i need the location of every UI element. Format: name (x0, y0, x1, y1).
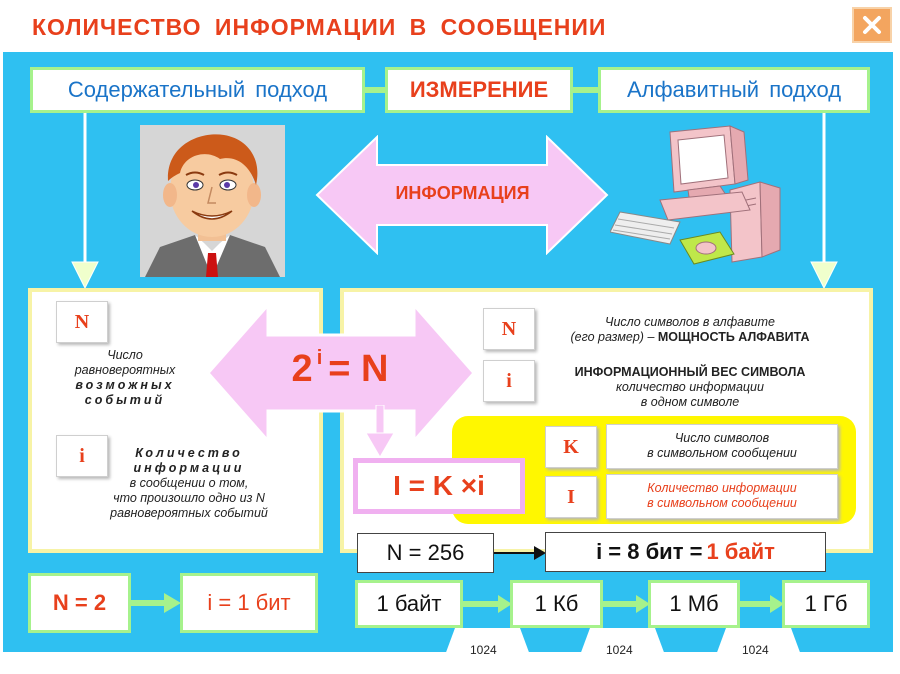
n2-box: N = 2 (28, 573, 131, 633)
content-approach-label: Содержательный подход (67, 77, 328, 102)
measurement-label: ИЗМЕРЕНИЕ (409, 77, 549, 102)
n-description-right: Число символов в алфавите (его размер) – МОЩНОСТЬ АЛФАВИТА (570, 315, 810, 344)
n-description-left: Число равновероятных возможных событий (74, 348, 176, 407)
formula-main: 2 $^i$ = N (291, 347, 389, 390)
information-label: ИНФОРМАЦИЯ (395, 183, 530, 203)
i8-box: i = 8 бит = 1 байт (545, 532, 826, 572)
formula-ikl: I = K ×i (353, 458, 525, 514)
symbol-k: K (545, 426, 597, 468)
k-description-box: Число символов в символьном сообщении (606, 424, 838, 469)
i-description-left: Количество информации в сообщении о том, что произошло одно из N равновероятных событий (110, 446, 268, 520)
symbol-I: I (545, 476, 597, 518)
I-description-box: Количество информации в символьном сообщении (606, 474, 838, 519)
alphabet-approach-label: Алфавитный подход (626, 77, 842, 102)
unit-mb: 1 Мб (648, 580, 740, 628)
symbol-n-right: N (483, 308, 535, 350)
i1-box: i = 1 бит (180, 573, 318, 633)
symbol-n-left: N (56, 301, 108, 343)
unit-gb: 1 Гб (782, 580, 870, 628)
unit-kb: 1 Кб (510, 580, 603, 628)
symbol-i-right: i (483, 360, 535, 402)
i-description-right: ИНФОРМАЦИОННЫЙ ВЕС СИМВОЛА количество информации в одном символе (574, 365, 806, 409)
symbol-i-left: i (56, 435, 108, 477)
n256-box: N = 256 (357, 533, 494, 573)
unit-byte: 1 байт (355, 580, 463, 628)
factor-label-1: 1024 (470, 643, 497, 657)
page-title: КОЛИЧЕСТВО ИНФОРМАЦИИ В СООБЩЕНИИ (32, 14, 607, 40)
factor-label-3: 1024 (742, 643, 769, 657)
factor-label-2: 1024 (606, 643, 633, 657)
